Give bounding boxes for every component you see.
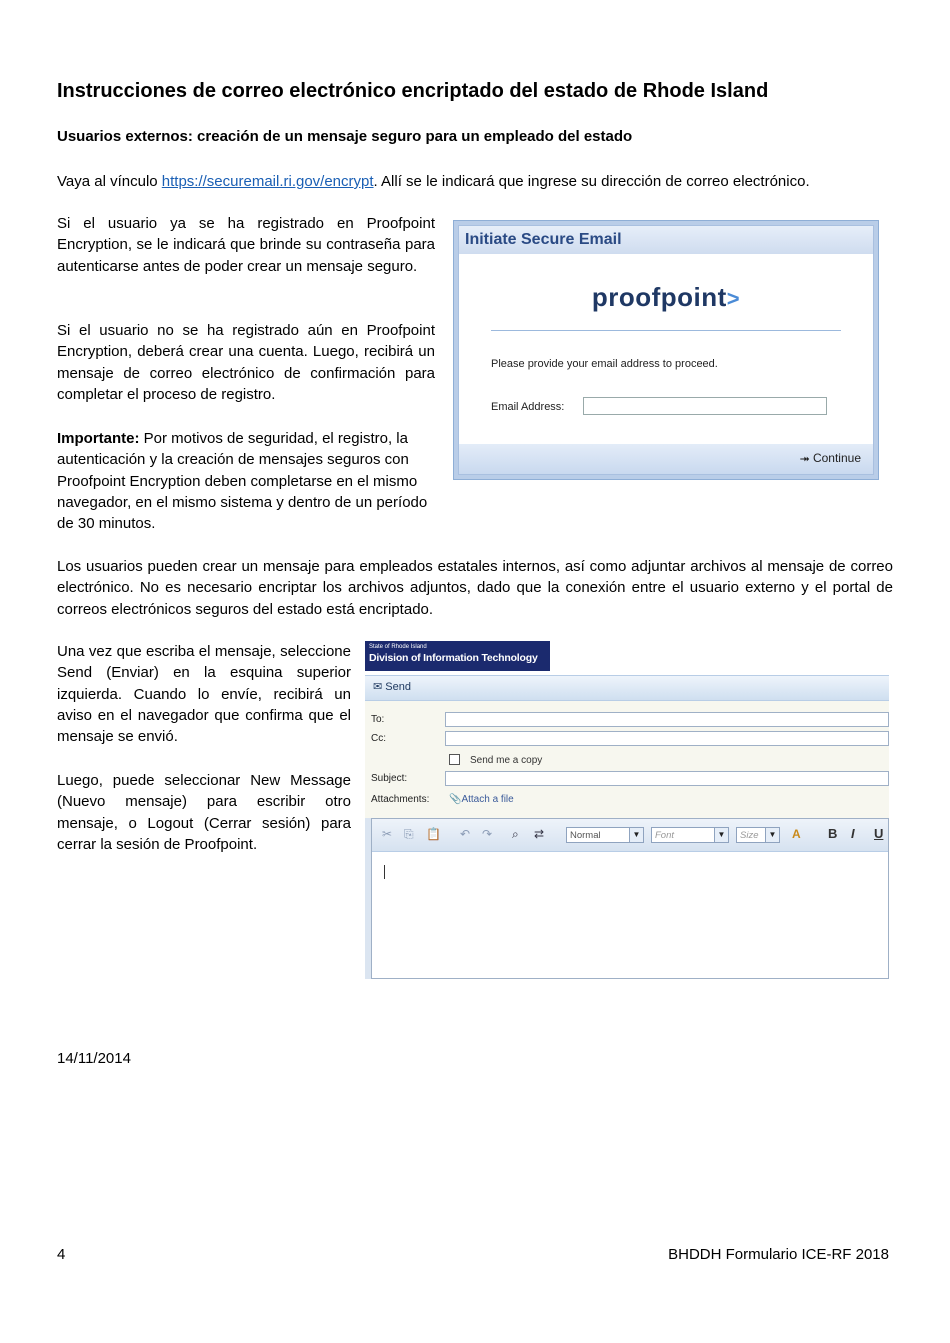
email-label: Email Address: [491, 401, 565, 413]
section-subtitle: Usuarios externos: creación de un mensaje seguro para un empleado del estado [57, 128, 633, 145]
continue-label: Continue [812, 451, 861, 465]
continue-button[interactable] [800, 451, 861, 466]
secure-email-link[interactable]: https://securemail.ri.gov/encrypt [161, 173, 374, 190]
to-label: To: [371, 714, 385, 725]
users-paragraph: Los usuarios pueden crear un mensaje para empleados estatales internos, así como adjuntar archivos al mensaje de correo electrónico. No es necesario encriptar los archivos adjuntos, dado que la conexión entre el usuario externo y el portal de correos electrónicos seguros del estado está encriptado. [57, 558, 893, 618]
logo-text: proofpoint [591, 282, 727, 312]
cc-input[interactable] [445, 731, 889, 746]
paperclip-icon: 📎 [449, 794, 462, 805]
intro-before-link: Vaya al vínculo [57, 173, 162, 190]
message-editor[interactable] [371, 818, 889, 979]
send-copy-checkbox[interactable] [449, 754, 460, 765]
format-select-value: Normal [570, 830, 601, 841]
subject-input[interactable] [445, 771, 889, 786]
bold-button[interactable]: B [828, 826, 838, 841]
send-button[interactable] [373, 680, 411, 693]
subject-label: Subject: [371, 773, 408, 784]
document-date: 14/11/2014 [57, 1050, 131, 1067]
ri-doit-banner [365, 641, 550, 671]
text-cursor [384, 865, 385, 879]
proofpoint-dialog [458, 225, 874, 475]
email-input[interactable] [583, 397, 827, 415]
important-label: Importante: [57, 430, 140, 447]
cut-icon[interactable]: ✂ [382, 827, 393, 841]
registered-paragraph: Si el usuario ya se ha registrado en Proofpoint Encryption, se le indicará que brinde su contraseña para autenticarse antes de poder crear un mensaje seguro. [57, 215, 435, 275]
italic-button[interactable]: I [851, 826, 855, 841]
to-input[interactable] [445, 712, 889, 727]
chevron-down-icon: ▼ [765, 828, 779, 842]
chevron-down-icon: ▼ [629, 828, 643, 842]
proofpoint-dialog-screenshot [453, 220, 879, 480]
page-number: 4 [57, 1246, 66, 1263]
attach-file-link[interactable] [449, 794, 514, 805]
send-label: Send [385, 681, 411, 693]
font-select[interactable] [651, 827, 729, 843]
size-select[interactable] [736, 827, 780, 843]
intro-paragraph [57, 171, 897, 192]
text-color-icon[interactable]: A [792, 827, 801, 841]
find-icon[interactable]: ⌕ [512, 827, 519, 841]
logo-mark: > [726, 286, 741, 311]
important-paragraph [57, 428, 435, 534]
compose-screenshot [365, 641, 889, 979]
banner-small-text: State of Rhode Island [369, 644, 427, 650]
attach-file-label: Attach a file [461, 794, 514, 805]
redo-icon[interactable]: ↷ [482, 827, 493, 841]
cc-label: Cc: [371, 733, 386, 744]
email-prompt: Please provide your email address to proceed. [491, 358, 718, 370]
form-id: BHDDH Formulario ICE-RF 2018 [668, 1246, 889, 1263]
font-select-value: Font [655, 830, 675, 841]
chevron-down-icon: ▼ [714, 828, 728, 842]
send-paragraph: Una vez que escriba el mensaje, seleccione Send (Enviar) en la esquina superior izquierda. Cuando lo envíe, recibirá un aviso en el navegador que confirma que el mensaje se envió. [57, 643, 351, 746]
logout-paragraph: Luego, puede seleccionar New Message (Nuevo mensaje) para escribir otro mensaje, o Logout (Cerrar sesión) para cerrar la sesión de Proofpoint. [57, 772, 351, 853]
dialog-title: Initiate Secure Email [459, 226, 873, 254]
proofpoint-logo [459, 282, 873, 313]
banner-title: Division of Information Technology [369, 652, 538, 664]
intro-after-link: . Allí se le indicará que ingrese su dirección de correo electrónico. [373, 173, 810, 190]
paste-icon[interactable]: 📋 [426, 827, 441, 841]
important-text: Por motivos de seguridad, el registro, la autenticación y la creación de mensajes seguros con Proofpoint Encryption deben completarse en el mismo navegador, en el mismo sistema y dentro de un período de 30 minutos. [57, 430, 428, 533]
underline-button[interactable]: U [874, 826, 884, 841]
send-copy-label: Send me a copy [470, 755, 543, 766]
editor-toolbar [372, 819, 888, 852]
page-title: Instrucciones de correo electrónico encriptado del estado de Rhode Island [57, 80, 769, 102]
size-select-value: Size [740, 830, 759, 841]
undo-icon[interactable]: ↶ [460, 827, 471, 841]
replace-icon[interactable]: ⇄ [534, 827, 545, 841]
divider [491, 330, 841, 331]
send-icon: ✉ [373, 681, 383, 693]
compose-toolbar [365, 675, 889, 701]
format-select[interactable] [566, 827, 644, 843]
attachments-label: Attachments: [371, 794, 430, 805]
continue-icon: ⯮ [800, 451, 810, 465]
copy-icon[interactable]: ⎘ [404, 827, 414, 841]
not-registered-paragraph: Si el usuario no se ha registrado aún en Proofpoint Encryption, deberá crear una cuenta. Luego, recibirá un mensaje de correo electrónico de confirmación para completar el proceso de registro. [57, 322, 435, 403]
dialog-footer [459, 444, 873, 474]
